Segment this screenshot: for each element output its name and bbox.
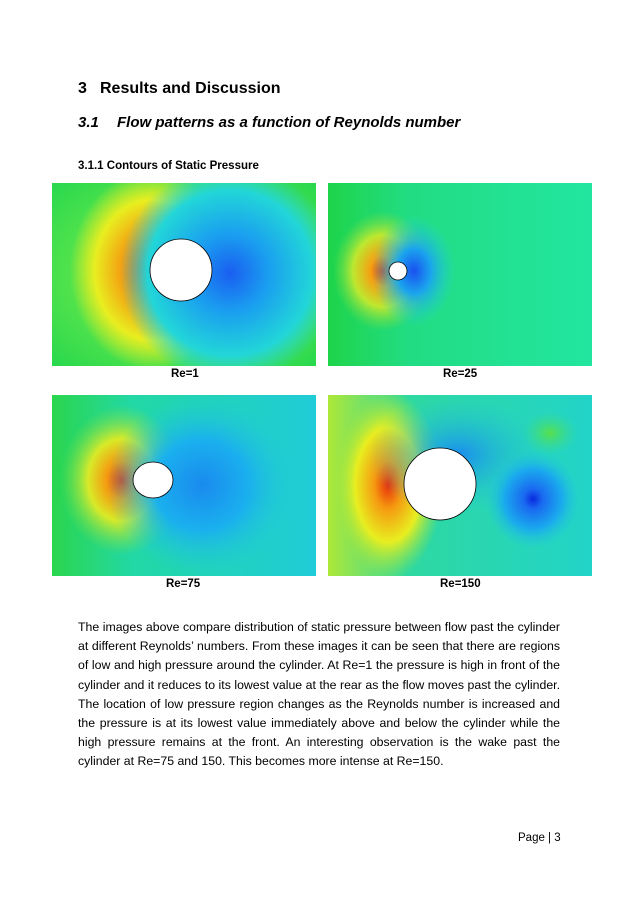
contour-plot-re1 [52, 183, 316, 366]
subsection-number: 3.1 [78, 114, 99, 131]
subsection-title: Flow patterns as a function of Reynolds number [117, 114, 461, 131]
contour-plot-re150 [328, 395, 592, 576]
caption-re75: Re=75 [166, 578, 201, 590]
section-number: 3 [78, 80, 87, 97]
caption-re150: Re=150 [440, 578, 481, 590]
section-heading [78, 80, 281, 98]
subsection-heading [78, 114, 460, 131]
subsubsection-heading: 3.1.1 Contours of Static Pressure [78, 160, 259, 172]
body-paragraph: The images above compare distribution of static pressure between flow past the cylinder at different Reynolds’ numbers. From these images it can be seen that there are regions of low and high pressure around the cylinder. At Re=1 the pressure is high in front of the cylinder and it reduces to its lowest value at the rear as the flow moves past the cylinder. The location of low pressure region changes as the Reynolds number is increased and the pressure is at its lowest value immediately above and below the cylinder while the high pressure remains at the front. An interesting observation is the wake past the cylinder at Re=75 and 150. This becomes more intense at Re=150. [78, 620, 560, 769]
caption-re25: Re=25 [443, 368, 478, 380]
contour-plot-re25 [328, 183, 592, 366]
page-number: Page | 3 [518, 832, 561, 844]
caption-re1: Re=1 [171, 368, 199, 380]
section-title: Results and Discussion [100, 80, 281, 97]
contour-plot-re75 [52, 395, 316, 576]
